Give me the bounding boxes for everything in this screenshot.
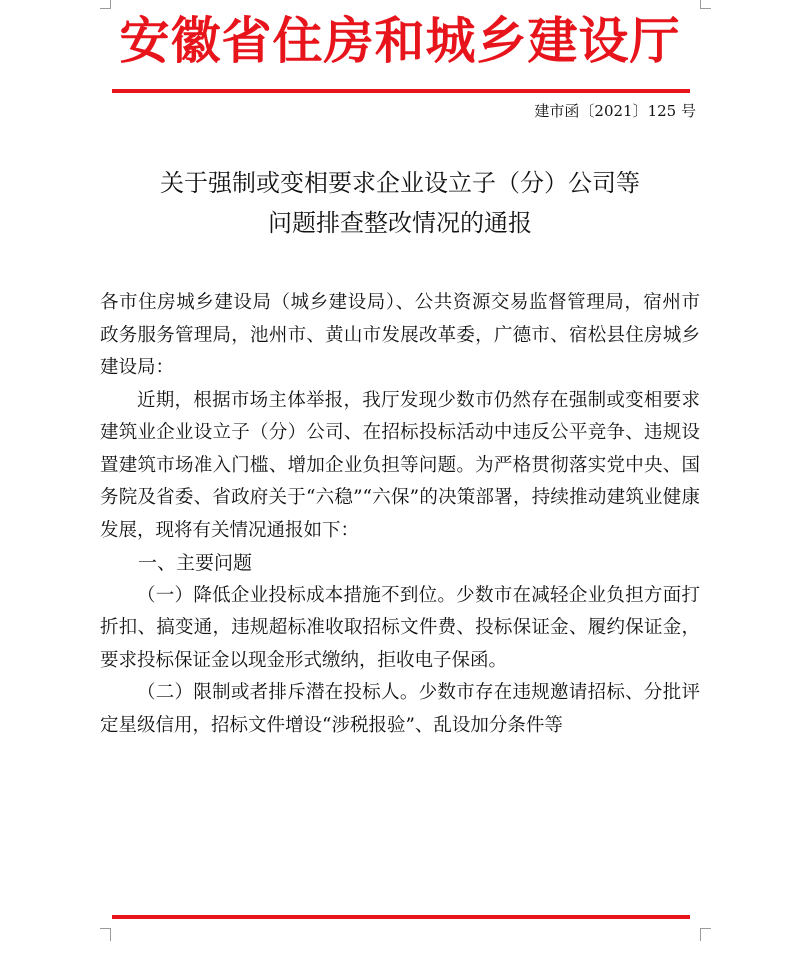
page-corner-mark-bottom-left	[100, 928, 111, 941]
document-title	[100, 163, 700, 243]
section-heading: 一、主要问题	[138, 552, 253, 574]
problem-item-2: （二）限制或者排斥潜在投标人。少数市存在违规邀请招标、分批评定星级信用，招标文件增设“涉税报验”、乱设加分条件等	[100, 682, 700, 736]
document-number: 建市函〔2021〕125 号	[534, 102, 696, 120]
letterhead-red-rule	[112, 89, 690, 93]
problem-item-1: （一）降低企业投标成本措施不到位。少数市在减轻企业负担方面打折扣、搞变通，违规超标准收取招标文件费、投标保证金、履约保证金，要求投标保证金以现金形式缴纳，拒收电子保函。	[100, 584, 700, 671]
page-corner-mark-bottom-right	[700, 928, 711, 941]
footer-red-rule	[112, 915, 690, 919]
title-line-1: 关于强制或变相要求企业设立子（分）公司等	[160, 169, 640, 197]
intro-paragraph: 近期，根据市场主体举报，我厅发现少数市仍然存在强制或变相要求建筑业企业设立子（分）公司、在招标投标活动中违反公平竞争、违规设置建筑市场准入门槛、增加企业负担等问题。为严格贯彻落实党中央、国务院及省委、省政府关于“六稳”“六保”的决策部署，持续推动建筑业健康发展，现将有关情况通报如下：	[100, 389, 700, 541]
document-body	[100, 287, 700, 742]
agency-letterhead: 安徽省住房和城乡建设厅	[119, 12, 681, 70]
title-line-2: 问题排查整改情况的通报	[268, 209, 532, 237]
addressee-paragraph: 各市住房城乡建设局（城乡建设局）、公共资源交易监督管理局，宿州市政务服务管理局，池州市、黄山市发展改革委，广德市、宿松县住房城乡建设局：	[100, 292, 700, 378]
